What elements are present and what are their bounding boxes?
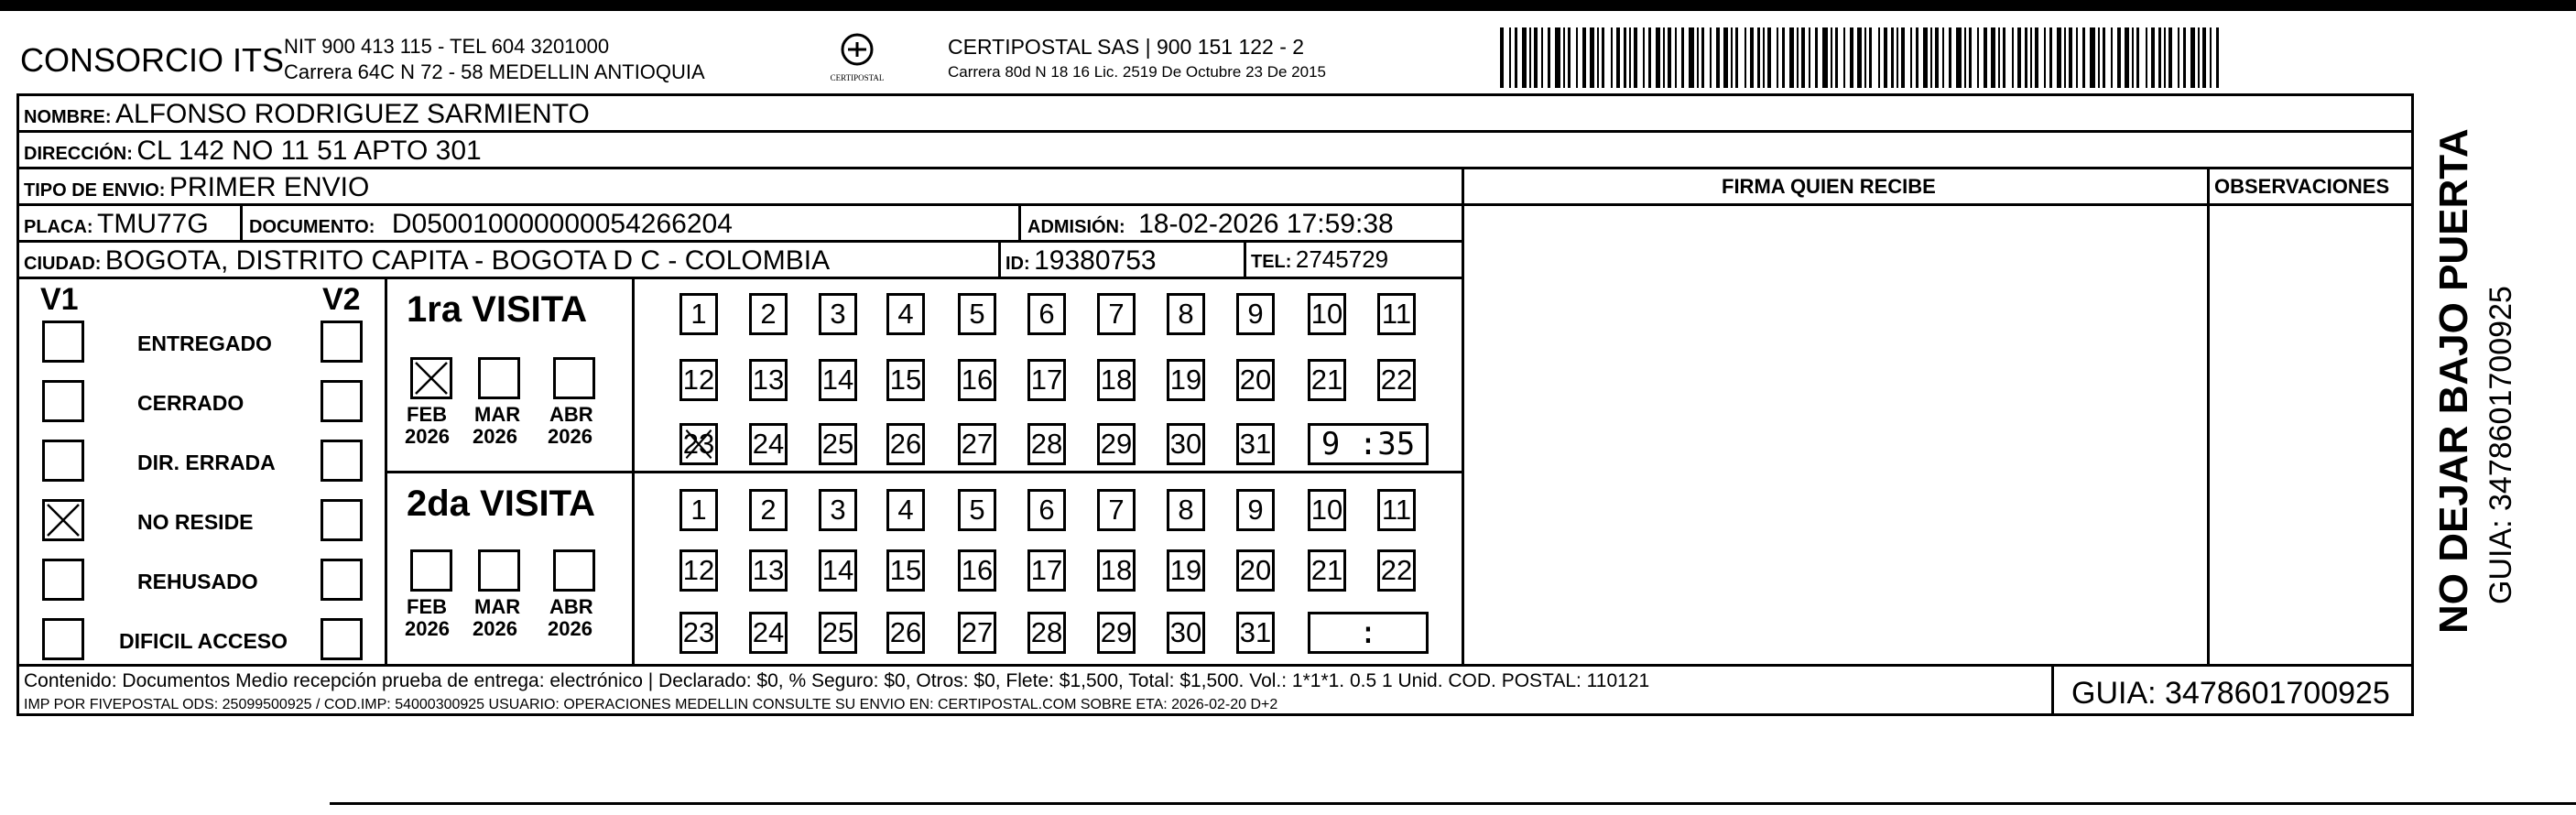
status-option-label: DIFICIL ACCESO <box>119 629 288 653</box>
firma-label: FIRMA QUIEN RECIBE <box>1722 175 1936 198</box>
day-number: 23 <box>682 428 715 460</box>
month-checkbox[interactable] <box>478 357 520 399</box>
day-box[interactable]: 28 <box>1027 423 1066 465</box>
barcode-bar <box>1797 27 1799 88</box>
day-box[interactable]: 18 <box>1097 359 1136 401</box>
v2-checkbox[interactable] <box>321 380 363 422</box>
barcode-bar <box>1991 27 1995 88</box>
barcode-bar <box>1923 27 1928 88</box>
day-box[interactable]: 9 <box>1236 489 1275 531</box>
barcode-bar <box>1815 27 1818 88</box>
address-line: Carrera 64C N 72 - 58 MEDELLIN ANTIOQUIA <box>284 60 705 83</box>
barcode-bar <box>1731 27 1733 88</box>
barcode-bar <box>1568 27 1571 88</box>
barcode-bar <box>1668 27 1671 88</box>
barcode-bar <box>1590 27 1594 88</box>
v1-label: V1 <box>40 282 79 317</box>
day-box[interactable]: 24 <box>749 423 788 465</box>
day-box[interactable]: 4 <box>886 293 925 335</box>
barcode-bar <box>1697 27 1699 88</box>
barcode-bar <box>1869 27 1872 88</box>
barcode-bar <box>1757 27 1760 88</box>
barcode-bar <box>2168 27 2172 88</box>
barcode-bar <box>2044 27 2046 88</box>
barcode-bar <box>1897 27 1898 88</box>
day-box[interactable]: 17 <box>1027 359 1066 401</box>
ciudad-field <box>24 247 830 275</box>
barcode-bar <box>1723 27 1728 88</box>
tipo-label: TIPO DE ENVIO: <box>24 180 166 201</box>
barcode-bar <box>2151 27 2155 88</box>
barcode-bar <box>1777 27 1778 88</box>
day-box[interactable]: 22 <box>1377 549 1416 592</box>
barcode-bar <box>1710 27 1712 88</box>
barcode-bar <box>2103 27 2105 88</box>
v2-checkbox[interactable] <box>321 618 363 660</box>
row-divider <box>16 167 2414 169</box>
barcode-bar <box>2183 27 2186 88</box>
direccion-value: CL 142 NO 11 51 APTO 301 <box>136 136 482 166</box>
nombre-value: ALFONSO RODRIGUEZ SARMIENTO <box>115 99 590 129</box>
barcode-bar <box>1629 27 1631 88</box>
nombre-label: NOMBRE: <box>24 107 112 127</box>
day-box[interactable]: 31 <box>1236 612 1275 654</box>
visit1-title: 1ra VISITA <box>407 289 588 330</box>
admision-label: ADMISIÓN: <box>1027 217 1125 237</box>
barcode-bar <box>1522 27 1527 88</box>
barcode-bar <box>1529 27 1531 88</box>
day-box[interactable]: 7 <box>1097 293 1136 335</box>
barcode-bar <box>1935 27 1939 88</box>
status-option-label: NO RESIDE <box>137 510 254 534</box>
barcode-bar <box>2164 27 2166 88</box>
status-option-label: REHUSADO <box>137 570 258 593</box>
day-box[interactable]: 11 <box>1377 293 1416 335</box>
tel-field <box>1251 247 1388 271</box>
day-box[interactable]: 16 <box>958 359 996 401</box>
column-divider <box>1462 167 1464 664</box>
v1-checkbox[interactable] <box>42 321 84 363</box>
time-field[interactable]: : <box>1308 612 1429 654</box>
barcode-bar <box>2178 27 2179 88</box>
barcode-bar <box>1611 27 1613 88</box>
barcode-bar <box>2216 27 2219 88</box>
day-box[interactable]: 10 <box>1308 293 1346 335</box>
certipostal-line2: Carrera 80d N 18 16 Lic. 2519 De Octubre 23 De 2015 <box>948 63 1326 81</box>
v1-checkbox[interactable] <box>42 499 84 541</box>
barcode-bar <box>1515 27 1517 88</box>
side-guia: GUIA: 3478601700925 <box>2484 286 2518 604</box>
day-box[interactable]: 12 <box>679 549 718 592</box>
barcode-bar <box>1643 27 1645 88</box>
day-box[interactable]: 27 <box>958 612 996 654</box>
v2-checkbox[interactable] <box>321 321 363 363</box>
barcode-bar <box>1663 27 1665 88</box>
barcode-bar <box>1782 27 1785 88</box>
day-box[interactable] <box>679 423 718 465</box>
day-box[interactable]: 4 <box>886 489 925 531</box>
v2-checkbox[interactable] <box>321 440 363 482</box>
day-box[interactable]: 1 <box>679 489 718 531</box>
barcode-bar <box>1735 27 1738 88</box>
barcode-bar <box>1555 27 1560 88</box>
day-box[interactable]: 10 <box>1308 489 1346 531</box>
barcode-bar <box>2003 27 2005 88</box>
barcode-bar <box>1864 27 1866 88</box>
day-box[interactable]: 17 <box>1027 549 1066 592</box>
barcode-bar <box>2198 27 2200 88</box>
barcode-bar <box>1675 27 1677 88</box>
day-box[interactable]: 26 <box>886 423 925 465</box>
month-label: ABR <box>549 595 593 618</box>
row-divider <box>16 203 1462 206</box>
year-label: 2026 <box>548 425 592 448</box>
day-box[interactable]: 5 <box>958 293 996 335</box>
tel-value: 2745729 <box>1295 245 1389 273</box>
barcode-bar <box>1984 27 1987 88</box>
barcode-bar <box>2012 27 2014 88</box>
column-divider <box>2051 664 2054 716</box>
barcode-bar <box>1582 27 1586 88</box>
certipostal-line1: CERTIPOSTAL SAS | 900 151 122 - 2 <box>948 35 1305 59</box>
barcode-bar <box>2082 27 2085 88</box>
placa-field <box>24 211 209 238</box>
certipostal-logo <box>830 31 885 88</box>
barcode-bar <box>1656 27 1660 88</box>
row-divider <box>1462 203 2414 206</box>
tipo-field <box>24 174 369 201</box>
barcode-bar <box>1850 27 1853 88</box>
documento-label: DOCUMENTO: <box>249 217 375 237</box>
barcode-bar <box>1534 27 1538 88</box>
day-box[interactable]: 29 <box>1097 612 1136 654</box>
day-box[interactable]: 13 <box>749 359 788 401</box>
admision-value: 18-02-2026 17:59:38 <box>1138 209 1394 239</box>
no-dejar-bajo-puerta: NO DEJAR BAJO PUERTA <box>2431 128 2476 634</box>
barcode-bar <box>1500 27 1504 88</box>
day-box[interactable]: 25 <box>819 612 857 654</box>
day-box[interactable]: 15 <box>886 359 925 401</box>
barcode-bar <box>1969 27 1972 88</box>
footer-imp: IMP POR FIVEPOSTAL ODS: 25099500925 / COD.IMP: 54000300925 USUARIO: OPERACIONES MEDELLIN CONSULTE SU ENVIO EN: CERTIPOSTAL.COM SOBRE ETA: 2026-02-20 D+2 <box>24 697 1278 712</box>
year-label: 2026 <box>473 425 517 448</box>
day-box[interactable]: 1 <box>679 293 718 335</box>
id-value: 19380753 <box>1034 245 1157 276</box>
day-box[interactable]: 31 <box>1236 423 1275 465</box>
v2-checkbox[interactable] <box>321 559 363 601</box>
barcode-bar <box>1689 27 1694 88</box>
barcode-bar <box>2025 27 2027 88</box>
month-checkbox[interactable] <box>410 357 452 399</box>
footer-guia: GUIA: 3478601700925 <box>2071 676 2390 711</box>
row-divider <box>385 471 1462 473</box>
barcode-bar <box>2049 27 2052 88</box>
barcode-bar <box>2064 27 2066 88</box>
visit2-title: 2da VISITA <box>407 484 595 524</box>
ciudad-label: CIUDAD: <box>24 254 102 274</box>
footer-contenido: Contenido: Documentos Medio recepción prueba de entrega: electrónico | Declarado: $0, % Seguro: $0, Otros: $0, Flete: $1,500, Total: $1,500. Vol.: 1*1*1. 0.5 1 Unid. COD. POSTAL: 110121 <box>24 670 1650 691</box>
day-box[interactable]: 21 <box>1308 359 1346 401</box>
documento-field <box>249 211 733 238</box>
column-divider <box>2207 167 2210 664</box>
month-checkbox[interactable] <box>553 549 595 592</box>
day-box[interactable]: 22 <box>1377 359 1416 401</box>
barcode-bar <box>1891 27 1894 88</box>
barcode-bar <box>1767 27 1771 88</box>
day-box[interactable]: 23 <box>679 612 718 654</box>
month-checkbox[interactable] <box>410 549 452 592</box>
day-box[interactable]: 9 <box>1236 293 1275 335</box>
nombre-field <box>24 101 590 128</box>
placa-value: TMU77G <box>97 209 209 239</box>
day-box[interactable]: 6 <box>1027 293 1066 335</box>
barcode-bar <box>1857 27 1862 88</box>
day-box[interactable]: 26 <box>886 612 925 654</box>
barcode-bar <box>1597 27 1599 88</box>
barcode-bar <box>2057 27 2061 88</box>
barcode-bar <box>2035 27 2038 88</box>
day-box[interactable]: 24 <box>749 612 788 654</box>
year-label: 2026 <box>548 617 592 640</box>
day-box[interactable]: 25 <box>819 423 857 465</box>
id-label: ID: <box>1005 254 1030 274</box>
ciudad-value: BOGOTA, DISTRITO CAPITA - BOGOTA D C - COLOMBIA <box>104 245 831 276</box>
v1-checkbox[interactable] <box>42 559 84 601</box>
year-label: 2026 <box>473 617 517 640</box>
barcode-bar <box>1878 27 1880 88</box>
year-label: 2026 <box>405 617 450 640</box>
status-option-label: DIR. ERRADA <box>137 451 276 474</box>
tipo-value: PRIMER ENVIO <box>168 172 370 202</box>
day-box[interactable]: 30 <box>1167 423 1205 465</box>
admision-field <box>1027 211 1394 238</box>
day-box[interactable]: 8 <box>1167 489 1205 531</box>
day-box[interactable]: 13 <box>749 549 788 592</box>
barcode-bar <box>1602 27 1604 88</box>
barcode-bar <box>1843 27 1845 88</box>
barcode-bar <box>2076 27 2078 88</box>
month-label: FEB <box>407 403 447 426</box>
day-box[interactable]: 27 <box>958 423 996 465</box>
column-divider <box>1244 240 1246 277</box>
barcode-bar <box>1884 27 1887 88</box>
barcode-bar <box>1835 27 1838 88</box>
barcode-bar <box>1822 27 1828 88</box>
direccion-field <box>24 137 482 165</box>
barcode-bar <box>2030 27 2032 88</box>
barcode-bar <box>2132 27 2134 88</box>
barcode-bar <box>2069 27 2072 88</box>
day-box[interactable]: 18 <box>1097 549 1136 592</box>
day-box[interactable]: 19 <box>1167 549 1205 592</box>
barcode-bar <box>1576 27 1578 88</box>
barcode-bar <box>1648 27 1651 88</box>
month-label: MAR <box>474 403 521 426</box>
barcode-bar <box>1681 27 1684 88</box>
v1-checkbox[interactable] <box>42 440 84 482</box>
day-box[interactable]: 20 <box>1236 359 1275 401</box>
v1-checkbox[interactable] <box>42 380 84 422</box>
logo-icon <box>830 31 885 88</box>
month-label: MAR <box>474 595 521 618</box>
day-box[interactable]: 3 <box>819 489 857 531</box>
barcode-bar <box>1831 27 1832 88</box>
day-box[interactable]: 5 <box>958 489 996 531</box>
month-label: FEB <box>407 595 447 618</box>
row-divider <box>16 277 1462 279</box>
day-box[interactable]: 14 <box>819 549 857 592</box>
tel-label: TEL: <box>1251 252 1292 272</box>
day-box[interactable]: 7 <box>1097 489 1136 531</box>
barcode-bar <box>1541 27 1543 88</box>
barcode-bar <box>1809 27 1810 88</box>
barcode-bar <box>1977 27 1979 88</box>
top-border <box>0 0 2576 11</box>
barcode-bar <box>2090 27 2095 88</box>
barcode-bar <box>1942 27 1944 88</box>
barcode-bar <box>1949 27 1951 88</box>
observaciones-label: OBSERVACIONES <box>2214 175 2390 198</box>
logo-text: CERTIPOSTAL <box>830 73 885 82</box>
barcode-bar <box>1701 27 1704 88</box>
barcode-bar <box>2111 27 2113 88</box>
row-divider <box>16 130 2414 133</box>
v1-checkbox[interactable] <box>42 618 84 660</box>
barcode-bar <box>1750 27 1754 88</box>
day-box[interactable]: 30 <box>1167 612 1205 654</box>
status-option-label: ENTREGADO <box>137 331 272 355</box>
month-checkbox[interactable] <box>478 549 520 592</box>
barcode-bar <box>2117 27 2121 88</box>
barcode-bar <box>2017 27 2021 88</box>
direccion-label: DIRECCIÓN: <box>24 144 133 164</box>
month-label: ABR <box>549 403 593 426</box>
placa-label: PLACA: <box>24 217 93 237</box>
barcode-bar <box>1916 27 1918 88</box>
day-box[interactable]: 19 <box>1167 359 1205 401</box>
column-divider <box>240 203 243 240</box>
barcode-bar <box>1716 27 1720 88</box>
day-box[interactable]: 3 <box>819 293 857 335</box>
v2-label: V2 <box>322 282 361 317</box>
barcode-bar <box>2146 27 2147 88</box>
day-box[interactable]: 21 <box>1308 549 1346 592</box>
time-field[interactable]: 9 :35 <box>1308 423 1429 465</box>
nit-line: NIT 900 413 115 - TEL 604 3201000 <box>284 35 610 58</box>
barcode-bar <box>1509 27 1511 88</box>
day-box[interactable]: 12 <box>679 359 718 401</box>
bottom-line <box>330 802 2576 805</box>
barcode-bar <box>1548 27 1550 88</box>
barcode-bar <box>1930 27 1932 88</box>
column-divider <box>998 240 1001 277</box>
day-box[interactable]: 16 <box>958 549 996 592</box>
documento-value: D050010000000054266204 <box>391 209 733 239</box>
barcode-bar <box>1801 27 1805 88</box>
day-box[interactable]: 20 <box>1236 549 1275 592</box>
year-label: 2026 <box>405 425 450 448</box>
main-table-frame <box>16 93 2414 716</box>
barcode-bar <box>1956 27 1962 88</box>
barcode-bar <box>1789 27 1794 88</box>
status-option-label: CERRADO <box>137 391 245 415</box>
day-box[interactable]: 28 <box>1027 612 1066 654</box>
month-checkbox[interactable] <box>553 357 595 399</box>
day-box[interactable]: 2 <box>749 293 788 335</box>
barcode-bar <box>2136 27 2139 88</box>
barcode-bar <box>1964 27 1966 88</box>
barcode-bar <box>2190 27 2195 88</box>
barcode-bar <box>1745 27 1746 88</box>
barcode-bar <box>1998 27 2000 88</box>
barcode-bar <box>1901 27 1905 88</box>
barcode-bar <box>2098 27 2100 88</box>
day-box[interactable]: 8 <box>1167 293 1205 335</box>
barcode <box>1500 27 2233 88</box>
id-field <box>1005 247 1157 275</box>
barcode-bar <box>1616 27 1620 88</box>
company-name: CONSORCIO ITS <box>20 41 285 79</box>
day-box[interactable]: 6 <box>1027 489 1066 531</box>
column-divider <box>632 277 635 664</box>
barcode-bar <box>2125 27 2129 88</box>
column-divider <box>1018 203 1021 240</box>
barcode-bar <box>1634 27 1637 88</box>
v2-checkbox[interactable] <box>321 499 363 541</box>
barcode-bar <box>1763 27 1765 88</box>
row-divider <box>16 664 2414 667</box>
barcode-bar <box>1910 27 1912 88</box>
barcode-bar <box>2158 27 2161 88</box>
barcode-bar <box>1624 27 1626 88</box>
barcode-bar <box>2202 27 2206 88</box>
day-box[interactable]: 29 <box>1097 423 1136 465</box>
barcode-bar <box>1563 27 1565 88</box>
day-box[interactable]: 2 <box>749 489 788 531</box>
day-box[interactable]: 11 <box>1377 489 1416 531</box>
barcode-bar <box>2210 27 2212 88</box>
day-box[interactable]: 14 <box>819 359 857 401</box>
day-box[interactable]: 15 <box>886 549 925 592</box>
